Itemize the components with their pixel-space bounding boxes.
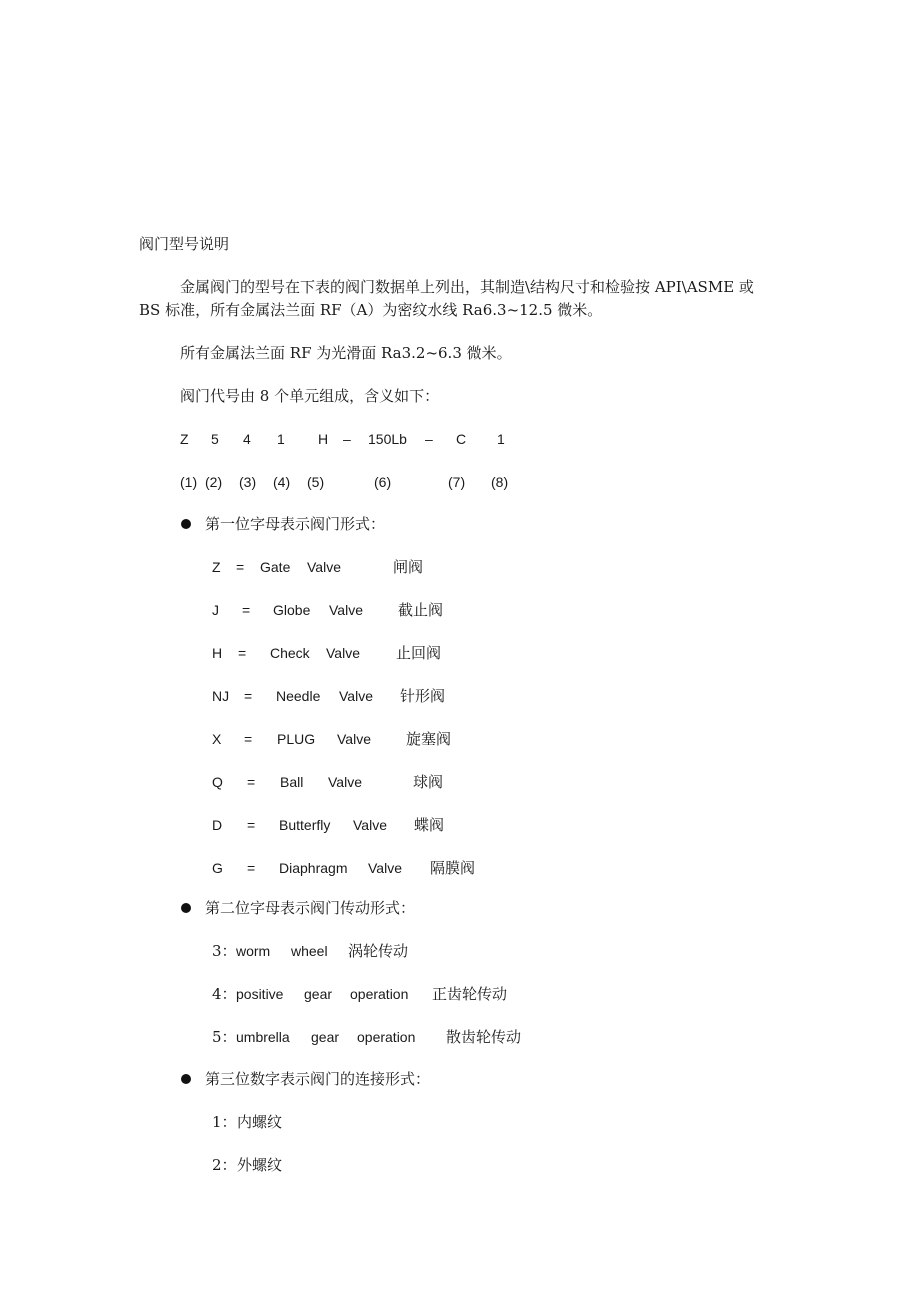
valve-name-cn: 球阀: [413, 773, 444, 791]
valve-name-cn: 闸阀: [393, 558, 424, 576]
code-index: (2): [205, 474, 223, 490]
drive-num: 4：: [212, 985, 237, 1003]
code-part: C: [456, 431, 467, 447]
valve-name-word: Valve: [326, 645, 360, 661]
code-part: 150Lb: [368, 431, 407, 447]
drive-word: gear: [304, 986, 333, 1002]
valve-code: Q: [212, 774, 223, 790]
bullet-icon: [181, 1074, 191, 1084]
valve-code: G: [212, 860, 223, 876]
code-index: (7): [448, 474, 466, 490]
connection-name-cn: 内螺纹: [237, 1113, 283, 1131]
drive-word: operation: [357, 1029, 416, 1045]
valve-name-word: Gate: [260, 559, 291, 575]
valve-name-word: PLUG: [277, 731, 316, 747]
code-part: 4: [243, 431, 251, 447]
valve-code: X: [212, 731, 222, 747]
code-part: H: [318, 431, 329, 447]
equals-sign: =: [242, 602, 251, 618]
valve-name-cn: 针形阀: [400, 687, 446, 705]
valve-name-word: Valve: [353, 817, 387, 833]
intro-paragraph-2: 所有金属法兰面 RF 为光滑面 Ra3.2~6.3 微米。: [180, 344, 512, 362]
equals-sign: =: [247, 774, 256, 790]
section-2-heading: 第二位字母表示阀门传动形式：: [205, 899, 416, 917]
valve-name-word: Valve: [307, 559, 341, 575]
equals-sign: =: [247, 860, 256, 876]
valve-name-word: Diaphragm: [279, 860, 348, 876]
drive-name-cn: 散齿轮传动: [446, 1028, 522, 1046]
valve-name-word: Globe: [273, 602, 311, 618]
drive-word: worm: [236, 943, 271, 959]
intro-paragraph-1-line-2: BS 标准，所有金属法兰面 RF（A）为密纹水线 Ra6.3~12.5 微米。: [139, 301, 603, 319]
valve-name-cn: 截止阀: [398, 601, 444, 619]
code-part: 1: [277, 431, 285, 447]
equals-sign: =: [238, 645, 247, 661]
code-index: (8): [491, 474, 509, 490]
valve-name-word: Valve: [328, 774, 362, 790]
page-title: 阀门型号说明: [139, 235, 230, 253]
code-index: (3): [239, 474, 257, 490]
drive-name-cn: 涡轮传动: [348, 942, 409, 960]
valve-code: Z: [212, 559, 221, 575]
valve-name-cn: 隔膜阀: [430, 859, 476, 877]
code-part: 5: [211, 431, 219, 447]
intro-paragraph-3: 阀门代号由 8 个单元组成，含义如下：: [180, 387, 440, 405]
code-index: (4): [273, 474, 291, 490]
valve-name-word: Needle: [276, 688, 321, 704]
valve-name-word: Check: [270, 645, 310, 661]
code-index: (1): [180, 474, 198, 490]
drive-word: wheel: [291, 943, 328, 959]
code-part: 1: [497, 431, 505, 447]
equals-sign: =: [244, 688, 253, 704]
drive-word: gear: [311, 1029, 340, 1045]
connection-name-cn: 外螺纹: [237, 1156, 283, 1174]
section-3-heading: 第三位数字表示阀门的连接形式：: [205, 1070, 431, 1088]
valve-name-word: Valve: [339, 688, 373, 704]
code-part: Z: [180, 431, 189, 447]
bullet-icon: [181, 903, 191, 913]
drive-num: 3：: [212, 942, 237, 960]
equals-sign: =: [244, 731, 253, 747]
equals-sign: =: [247, 817, 256, 833]
section-1-heading: 第一位字母表示阀门形式：: [205, 515, 386, 533]
valve-name-word: Ball: [280, 774, 304, 790]
connection-num: 1：: [212, 1113, 237, 1131]
valve-code: NJ: [212, 688, 230, 704]
drive-name-cn: 正齿轮传动: [432, 985, 508, 1003]
connection-num: 2：: [212, 1156, 237, 1174]
bullet-icon: [181, 519, 191, 529]
intro-paragraph-1-line-1: 金属阀门的型号在下表的阀门数据单上列出，其制造\结构尺寸和检验按 API\ASME 或: [180, 278, 754, 296]
valve-name-cn: 止回阀: [396, 644, 442, 662]
valve-name-cn: 蝶阀: [414, 816, 445, 834]
valve-code: D: [212, 817, 223, 833]
valve-name-word: Butterfly: [279, 817, 331, 833]
code-index: (5): [307, 474, 325, 490]
valve-name-word: Valve: [368, 860, 402, 876]
valve-name-word: Valve: [329, 602, 363, 618]
valve-code: H: [212, 645, 223, 661]
drive-num: 5：: [212, 1028, 237, 1046]
drive-word: positive: [236, 986, 284, 1002]
drive-word: operation: [350, 986, 409, 1002]
equals-sign: =: [236, 559, 245, 575]
valve-code: J: [212, 602, 219, 618]
code-part: –: [343, 431, 351, 447]
valve-name-cn: 旋塞阀: [406, 730, 452, 748]
code-index: (6): [374, 474, 392, 490]
valve-name-word: Valve: [337, 731, 371, 747]
code-part: –: [425, 431, 433, 447]
drive-word: umbrella: [236, 1029, 290, 1045]
